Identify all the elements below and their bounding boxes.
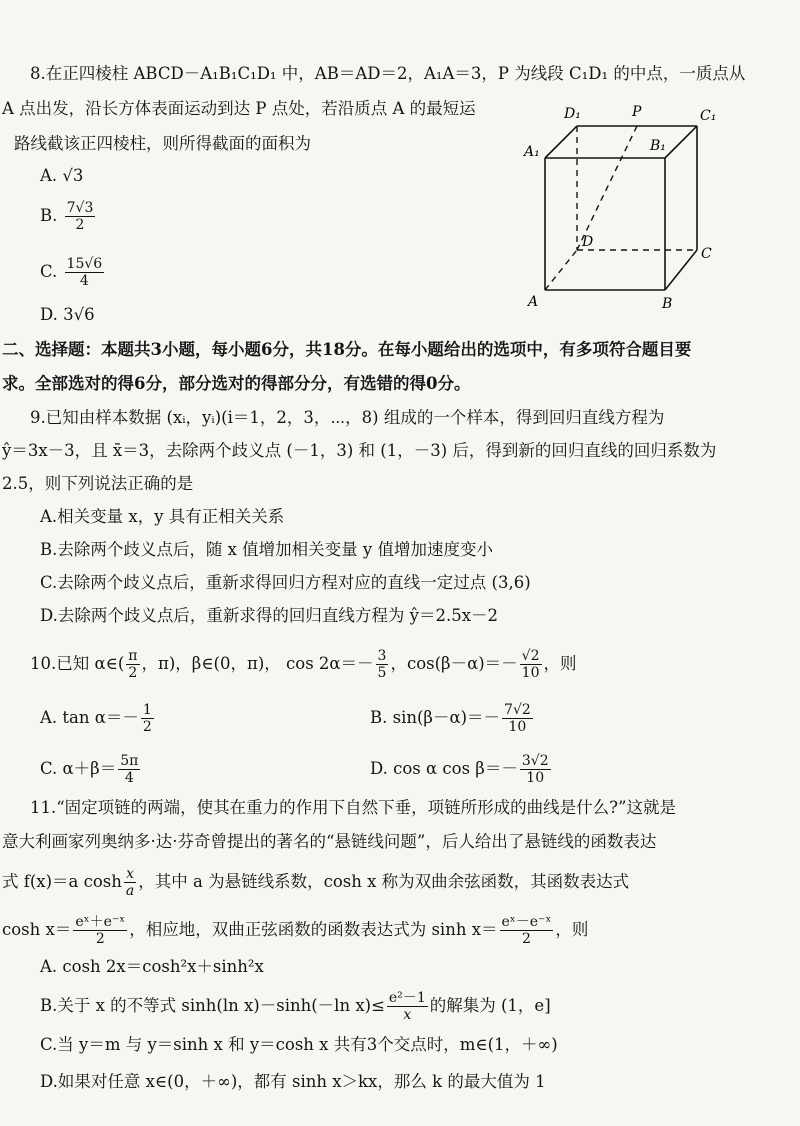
q11-line3-a: 式 f(x)＝a cosh (2, 872, 122, 892)
q11-line1: 11.“固定项链的两端，使其在重力的作用下自然下垂，项链所形成的曲线是什么?”这就是 (30, 798, 676, 817)
q11-sinh-den: 2 (500, 930, 554, 947)
q8-option-d-value: 3√6 (63, 305, 95, 324)
q10-option-a-text: A. tan α＝－ (40, 708, 139, 728)
q10-pi: π (128, 648, 138, 664)
q9-option-b: B.去除两个歧义点后，随 x 值增加相关变量 y 值增加速度变小 (40, 540, 493, 559)
q11-option-b-a: B.关于 x 的不等式 sinh(ln x)－sinh(－ln x)≤ (40, 996, 385, 1016)
q10-option-c-fraction (118, 753, 140, 786)
q11-line4 (2, 914, 588, 947)
q11-line4-b: ，相应地，双曲正弦函数的函数表达式为 sinh x＝ (129, 920, 498, 940)
q11-line4-a: cosh x＝ (2, 920, 72, 940)
q11-x: x (126, 866, 135, 882)
q10-option-d (370, 753, 553, 786)
q8-option-b (40, 200, 97, 233)
q11-option-b-fraction (387, 990, 428, 1023)
label-b: B (662, 296, 673, 312)
q11-option-d: D.如果对任意 x∈(0，＋∞)，都有 sinh x＞kx，那么 k 的最大值为 1 (40, 1072, 546, 1091)
q9-line3: 2.5，则下列说法正确的是 (2, 474, 194, 493)
q10-root2-over-10 (520, 648, 542, 681)
q11-option-a: A. cosh 2x＝cosh²x＋sinh²x (40, 957, 264, 976)
q10-option-a (40, 702, 156, 735)
q8-line1: 8.在正四棱柱 ABCD－A₁B₁C₁D₁ 中，AB＝AD＝2，A₁A＝3，P 为线段 C₁D₁ 的中点，一质点从 (30, 64, 746, 83)
label-a: A (528, 294, 539, 310)
q11-option-b (40, 990, 551, 1023)
q10-three-fifths (376, 648, 389, 681)
q9-option-d: D.去除两个歧义点后，重新求得的回归直线方程为 ŷ＝2.5x－2 (40, 606, 498, 625)
q8-option-c-label: C. (40, 262, 58, 282)
q10-pi-over-2 (126, 648, 139, 681)
q8-option-d-label: D. (40, 305, 58, 324)
q10-option-b-num: 7√2 (504, 702, 531, 718)
q10-cosba: ，cos(β－α)＝－ (390, 654, 518, 674)
q11-x-over-a (124, 866, 136, 899)
q11-line2: 意大利画家列奥纳多·达·芬奇曾提出的著名的“悬链线问题”，后人给出了悬链线的函数表达 (2, 832, 657, 851)
label-p: P (632, 104, 642, 120)
q10-root2: √2 (521, 648, 540, 664)
q11-option-b-den: x (387, 1006, 428, 1023)
q10-three: 3 (377, 648, 387, 664)
q9-line2: ŷ＝3x－3，且 x̄＝3，去除两个歧义点 (－1，3) 和 (1，－3) 后，得到新的回归直线的回归系数为 (2, 441, 717, 460)
q11-cosh-fraction (73, 914, 127, 947)
q8-line2: A 点出发，沿长方体表面运动到达 P 点处，若沿质点 A 的最短运 (2, 99, 476, 118)
q11-sinh-fraction (500, 914, 554, 947)
q10-option-d-text: D. cos α cos β＝－ (370, 759, 518, 779)
q10-option-b (370, 702, 535, 735)
q10-option-b-fraction (502, 702, 533, 735)
q10-option-a-den: 2 (142, 719, 152, 736)
q10-prefix: 10.已知 α∈ (30, 654, 118, 674)
q10-tail: ，则 (543, 654, 577, 674)
label-a1: A₁ (524, 144, 540, 160)
q8-option-c-den: 4 (65, 272, 105, 289)
q11-line3 (2, 866, 629, 899)
q11-cosh-den: 2 (73, 930, 127, 947)
q10-ten: 10 (520, 664, 542, 681)
q8-option-c-fraction (65, 256, 105, 289)
q11-option-b-b: 的解集为 (1，e] (429, 996, 551, 1016)
q11-line4-c: ，则 (555, 920, 589, 940)
q9-line1: 9.已知由样本数据 (xᵢ，yᵢ)(i＝1，2，3，⋯，8) 组成的一个样本，得到回归直线方程为 (30, 408, 665, 427)
q11-option-b-num: e²－1 (388, 990, 426, 1006)
q10-option-c-text: C. α＋β＝ (40, 759, 117, 779)
q9-option-c: C.去除两个歧义点后，重新求得回归方程对应的直线一定过点 (3,6) (40, 573, 531, 592)
q11-option-c: C.当 y＝m 与 y＝sinh x 和 y＝cosh x 共有3个交点时，m∈(1，＋∞) (40, 1035, 558, 1054)
q10-option-c (40, 753, 142, 786)
q11-line3-b: ，其中 a 为悬链线系数，cosh x 称为双曲余弦函数，其函数表达式 (138, 872, 630, 892)
q10-option-b-text: B. sin(β－α)＝－ (370, 708, 501, 728)
q10-option-d-num: 3√2 (521, 753, 549, 769)
q8-option-c (40, 256, 106, 289)
q8-option-c-num: 15√6 (66, 256, 103, 272)
q10-five: 5 (377, 665, 387, 682)
q8-option-a-value: √3 (62, 166, 84, 185)
q10-option-c-den: 4 (118, 769, 140, 786)
q8-option-d (40, 305, 95, 325)
q10-cos2a: cos 2α＝－ (286, 654, 374, 674)
q8-option-b-num: 7√3 (66, 200, 94, 216)
q8-option-b-label: B. (40, 206, 58, 226)
q10-stem (30, 648, 577, 681)
label-d1: D₁ (564, 106, 581, 122)
q8-option-a-label: A. (40, 166, 58, 185)
q10-option-a-fraction (141, 702, 154, 735)
q8-option-b-den: 2 (65, 216, 96, 233)
q10-option-d-fraction (520, 753, 551, 786)
prism-figure (520, 98, 730, 316)
label-c1: C₁ (700, 108, 717, 124)
q10-option-c-num: 5π (120, 753, 139, 769)
q8-option-b-fraction (65, 200, 96, 233)
q9-option-a: A.相关变量 x，y 具有正相关关系 (40, 507, 285, 526)
label-d: D (582, 234, 594, 250)
q11-a: a (125, 883, 135, 900)
q8-option-a (40, 166, 83, 186)
q10-interval-rest: ，π)，β∈(0，π)， (141, 654, 281, 674)
q10-two: 2 (126, 664, 139, 681)
q10-interval-open: ( (117, 654, 125, 674)
section2-line1: 二、选择题：本题共3小题，每小题6分，共18分。在每小题给出的选项中，有多项符合题目要 (2, 340, 692, 359)
label-b1: B₁ (650, 138, 666, 154)
q11-cosh-num: eˣ＋e⁻ˣ (75, 914, 126, 930)
section2-line2: 求。全部选对的得6分，部分选对的得部分分，有选错的得0分。 (2, 374, 471, 393)
q10-option-b-den: 10 (502, 718, 533, 735)
q10-option-a-num: 1 (142, 702, 152, 718)
label-c: C (701, 246, 712, 262)
q11-sinh-num: eˣ－e⁻ˣ (501, 914, 552, 930)
q8-line3: 路线截该正四棱柱，则所得截面的面积为 (14, 134, 311, 153)
q10-option-d-den: 10 (520, 769, 551, 786)
